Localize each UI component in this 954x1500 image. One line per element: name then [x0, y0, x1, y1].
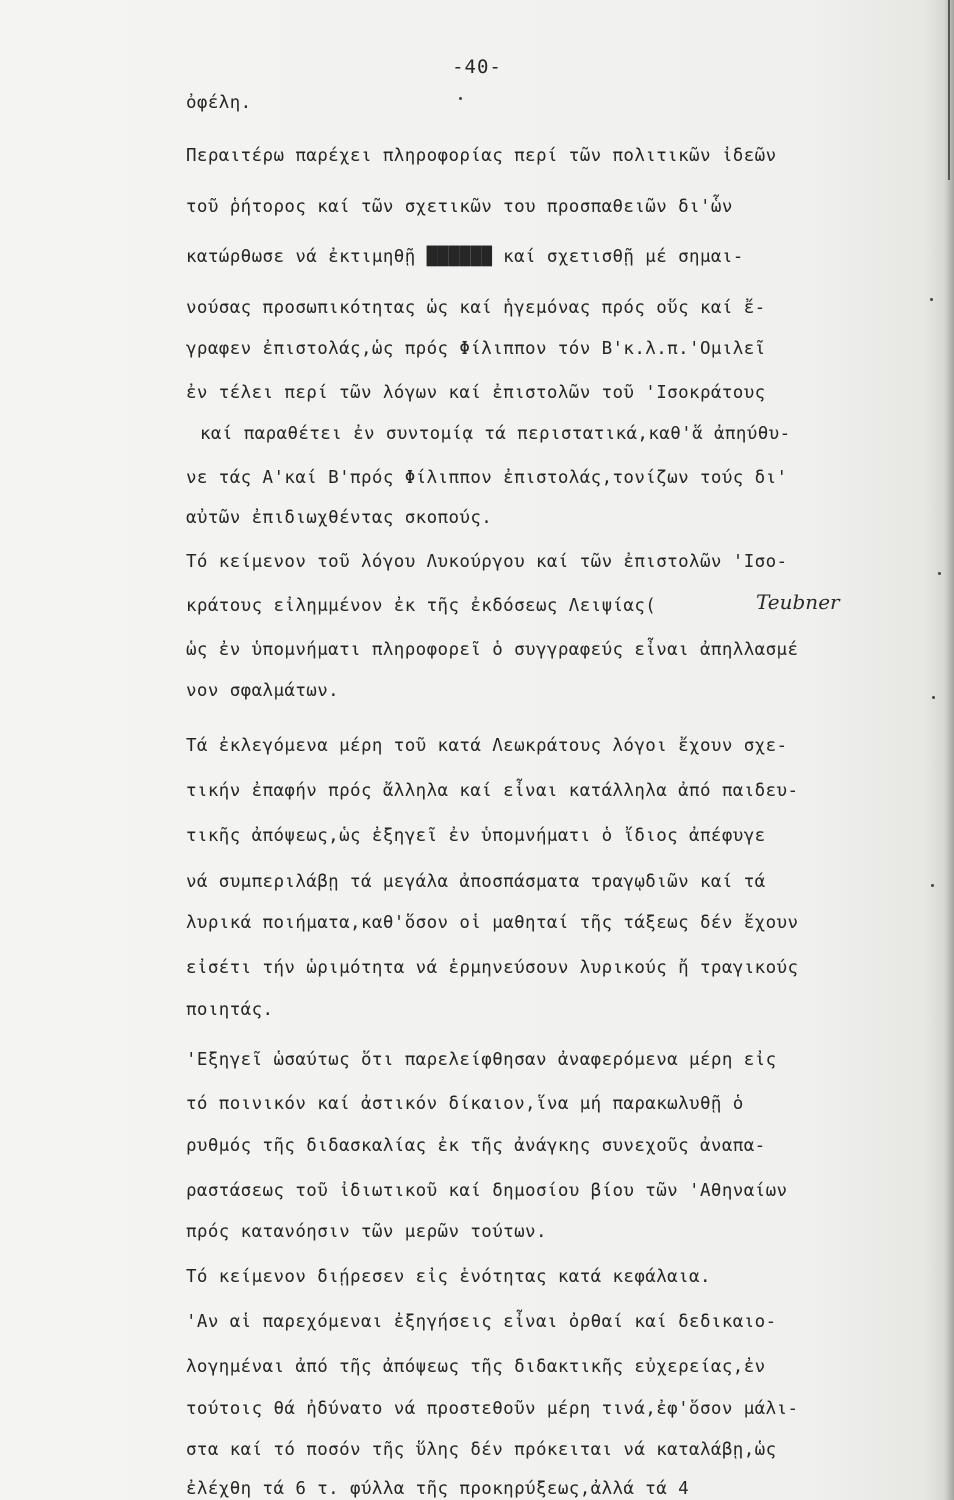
text-line: στα καί τό ποσόν τῆς ὕλης δέν πρόκειται νά καταλάβῃ,ὡς — [186, 1440, 777, 1460]
text-line: εἰσέτι τήν ὡριμότητα νά ἑρμηνεύσουν λυρικούς ἤ τραγικούς — [186, 958, 799, 978]
ink-speck — [459, 97, 462, 100]
page-edge-line — [948, 0, 950, 180]
text-line: ποιητάς. — [186, 1000, 274, 1020]
text-line: νούσας προσωπικότητας ὡς καί ἡγεμόνας πρός οὕς καί ἔ- — [186, 298, 766, 318]
text-line: κατώρθωσε νά ἐκτιμηθῇ ██████ καί σχετισθῇ μέ σημαι- — [186, 247, 744, 267]
text-line: ἐν τέλει περί τῶν λόγων καί ἐπιστολῶν τοῦ 'Ισοκράτους — [186, 383, 766, 403]
text-line: ἐλέχθη τά 6 τ. φύλλα τῆς προκηρύξεως,ἀλλά τά 4 — [186, 1479, 690, 1499]
ink-speck — [938, 572, 941, 575]
page-edge-shadow — [944, 0, 954, 1500]
text-line: νά συμπεριλάβῃ τά μεγάλα ἀποσπάσματα τραγῳδιῶν καί τά — [186, 872, 766, 892]
text-line: Περαιτέρω παρέχει πληροφορίας περί τῶν πολιτικῶν ἰδεῶν — [186, 146, 777, 166]
text-line: τό ποινικόν καί ἀστικόν δίκαιον,ἵνα μή παρακωλυθῇ ὁ — [186, 1094, 744, 1114]
text-line: ὀφέλη. — [186, 93, 252, 113]
text-line: Τά ἐκλεγόμενα μέρη τοῦ κατά Λεωκράτους λόγοι ἔχουν σχε- — [186, 736, 788, 756]
text-line: Τό κείμενον τοῦ λόγου Λυκούργου καί τῶν ἐπιστολῶν 'Ισο- — [186, 552, 788, 572]
text-line: ὡς ἐν ὑπομνήματι πληροφορεῖ ὁ συγγραφεύς εἶναι ἀπηλλασμέ — [186, 640, 799, 660]
ink-speck — [930, 298, 933, 301]
text-line: 'Εξηγεῖ ὡσαύτως ὅτι παρελείφθησαν ἀναφερόμενα μέρη εἰς — [186, 1050, 777, 1070]
text-line: καί παραθέτει ἐν συντομίᾳ τά περιστατικά,καθ'ἅ ἀπηύθυ- — [200, 424, 791, 444]
text-line: ραστάσεως τοῦ ἰδιωτικοῦ καί δημοσίου βίου τῶν 'Αθηναίων — [186, 1181, 788, 1201]
text-line: γραφεν ἐπιστολάς,ὡς πρός Φίλιππον τόν Β'κ.λ.π.'Ομιλεῖ — [186, 339, 766, 359]
text-line: λογημέναι ἀπό τῆς ἀπόψεως τῆς διδακτικῆς εὐχερείας,ἐν — [186, 1357, 766, 1377]
text-line: τούτοις θά ἠδύνατο νά προστεθοῦν μέρη τινά,ἐφ'ὅσον μάλι- — [186, 1399, 799, 1419]
ink-speck — [931, 884, 934, 887]
text-line: πρός κατανόησιν τῶν μερῶν τούτων. — [186, 1222, 547, 1242]
text-line: νον σφαλμάτων. — [186, 681, 340, 701]
text-line: ρυθμός τῆς διδασκαλίας ἐκ τῆς ἀνάγκης συνεχοῦς ἀναπα- — [186, 1136, 766, 1156]
text-line: τοῦ ῥήτορος καί τῶν σχετικῶν του προσπαθειῶν δι'ὧν — [186, 197, 733, 217]
text-line: τικῆς ἀπόψεως,ὡς ἐξηγεῖ ἐν ὑπομνήματι ὁ ἴδιος ἀπέφυγε — [186, 826, 766, 846]
text-line: Τό κείμενον διῄρεσεν εἰς ἑνότητας κατά κεφάλαια. — [186, 1267, 711, 1287]
page-number: -40- — [452, 56, 502, 78]
ink-speck — [932, 696, 935, 699]
text-line: λυρικά ποιήματα,καθ'ὅσον οἱ μαθηταί τῆς τάξεως δέν ἔχουν — [186, 913, 799, 933]
handwritten-note: Teubner — [756, 590, 840, 614]
text-line: 'Αν αἱ παρεχόμεναι ἐξηγήσεις εἶναι ὀρθαί καί δεδικαιο- — [186, 1312, 777, 1332]
text-line: αὐτῶν ἐπιδιωχθέντας σκοπούς. — [186, 508, 493, 528]
text-line: κράτους εἰλημμένον ἐκ τῆς ἐκδόσεως Λειψίας( — [186, 596, 657, 616]
text-line: τικήν ἐπαφήν πρός ἄλληλα καί εἶναι κατάλληλα ἀπό παιδευ- — [186, 781, 799, 801]
text-line: νε τάς Α'καί Β'πρός Φίλιππον ἐπιστολάς,τονίζων τούς δι' — [186, 468, 788, 488]
